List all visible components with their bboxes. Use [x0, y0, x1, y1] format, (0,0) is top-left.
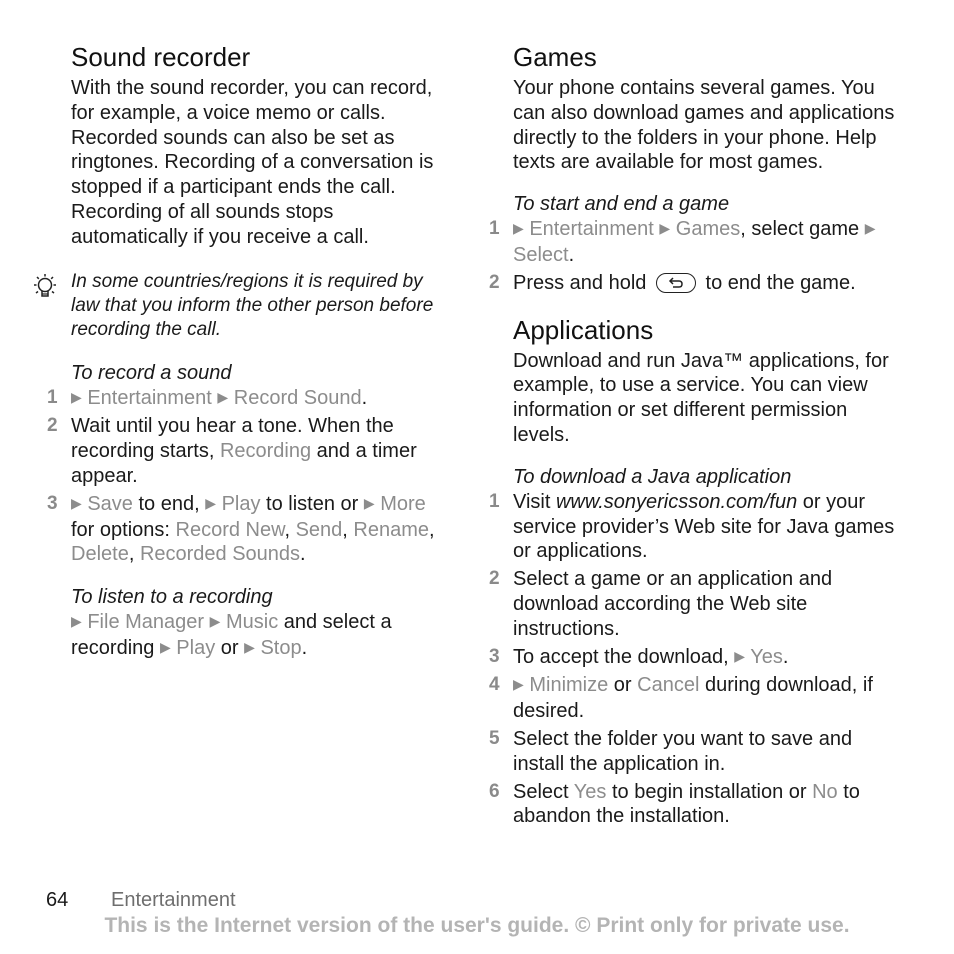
arrow-icon: ▶	[217, 388, 229, 405]
left-column	[47, 40, 451, 662]
java-step-1	[489, 490, 903, 564]
menu-record-new: Record New	[175, 518, 285, 541]
menu-games: Games	[675, 218, 741, 241]
record-sound-subtitle: To record a sound	[71, 361, 232, 384]
tip-text: In some countries/regions it is required by law that you inform the other person before recording the call.	[71, 270, 434, 340]
menu-minimize: Minimize	[529, 674, 609, 697]
menu-cancel: Cancel	[637, 674, 700, 697]
menu-file-manager: File Manager	[87, 611, 205, 634]
step-number: 2	[489, 568, 500, 590]
menu-delete: Delete	[71, 543, 129, 566]
step-text: Select a game or an application and download according the Web site instructions.	[513, 568, 833, 640]
record-steps	[47, 386, 451, 568]
step-text: .	[568, 243, 575, 266]
menu-save: Save	[87, 492, 133, 515]
step-number: 4	[489, 674, 500, 696]
step-number: 2	[47, 415, 58, 437]
menu-stop: Stop	[260, 636, 302, 659]
web-address: www.sonyericsson.com/fun	[555, 490, 798, 513]
step-number: 1	[47, 386, 58, 408]
step-text: , select game	[740, 218, 865, 241]
java-step-6	[489, 780, 903, 830]
step-number: 6	[489, 780, 500, 802]
lightbulb-icon	[31, 272, 59, 302]
arrow-icon: ▶	[864, 220, 876, 237]
step-text: Press and hold	[513, 271, 652, 294]
step-text: to listen or	[260, 492, 364, 515]
arrow-icon: ▶	[71, 388, 82, 405]
start-game-subtitle: To start and end a game	[513, 193, 730, 216]
menu-send: Send	[295, 518, 343, 541]
menu-play: Play	[221, 492, 261, 515]
right-column	[489, 40, 903, 832]
arrow-icon: ▶	[734, 647, 746, 664]
step-text: for options:	[71, 518, 176, 541]
java-step-5	[489, 727, 903, 777]
record-step-2	[47, 414, 451, 488]
footer-section: Entertainment	[111, 889, 236, 911]
step-number: 2	[489, 271, 500, 293]
separator: ,	[284, 518, 296, 541]
menu-recording: Recording	[219, 440, 312, 463]
step-text: Visit	[513, 490, 556, 513]
arrow-icon: ▶	[659, 220, 671, 237]
step-text: to end the game.	[699, 271, 856, 294]
back-key-icon	[656, 273, 696, 293]
tip-note	[71, 270, 451, 342]
arrow-icon: ▶	[71, 613, 82, 630]
step-text: .	[301, 636, 308, 659]
menu-entertainment: Entertainment	[529, 218, 654, 241]
separator: ,	[128, 543, 140, 566]
game-step-1	[489, 217, 903, 268]
step-text: to end,	[132, 492, 206, 515]
record-step-3	[47, 492, 451, 567]
arrow-icon: ▶	[205, 494, 216, 511]
step-text: .	[300, 543, 306, 566]
java-step-3	[489, 645, 903, 671]
step-text: or	[608, 674, 638, 697]
menu-play: Play	[176, 636, 216, 659]
applications-heading: Applications	[513, 314, 654, 345]
record-step-1	[47, 386, 451, 412]
menu-recorded-sounds: Recorded Sounds	[139, 543, 301, 566]
step-text: and a timer appear.	[71, 440, 417, 487]
step-text: to abandon the installation.	[513, 780, 860, 828]
step-number: 5	[489, 727, 500, 749]
separator: ,	[429, 518, 435, 541]
arrow-icon: ▶	[209, 613, 221, 630]
arrow-icon: ▶	[363, 494, 375, 511]
step-number: 3	[489, 645, 500, 667]
download-java-subtitle: To download a Java application	[513, 465, 792, 488]
menu-more: More	[380, 492, 426, 515]
step-text: .	[361, 386, 368, 409]
java-step-2	[489, 567, 903, 641]
step-text: Select the folder you want to save and install the application in.	[513, 727, 853, 775]
separator: ,	[342, 518, 354, 541]
listen-recording-subtitle: To listen to a recording	[71, 586, 273, 609]
arrow-icon: ▶	[71, 494, 82, 511]
internet-version-notice: This is the Internet version of the user's guide. © Print only for private use.	[104, 914, 850, 937]
step-number: 1	[489, 490, 500, 512]
arrow-icon: ▶	[513, 676, 524, 693]
step-text: to begin installation or	[606, 780, 813, 803]
step-text: during download, if desired.	[513, 674, 873, 723]
step-number: 1	[489, 218, 500, 240]
page-number: 64	[46, 889, 69, 911]
sound-recorder-heading: Sound recorder	[71, 42, 251, 72]
menu-yes: Yes	[573, 780, 607, 803]
game-step-2	[489, 271, 903, 296]
menu-record-sound: Record Sound	[233, 386, 362, 409]
game-steps	[489, 217, 903, 295]
menu-entertainment: Entertainment	[87, 386, 212, 409]
step-text: or your service provider’s Web site for Java games or applications.	[513, 490, 895, 563]
menu-yes: Yes	[750, 645, 783, 668]
arrow-icon: ▶	[159, 638, 171, 655]
listen-recording-text	[71, 610, 451, 662]
java-steps	[489, 490, 903, 829]
arrow-icon: ▶	[513, 220, 524, 237]
games-intro: Your phone contains several games. You can also download games and applications directly to the folders in your phone. Help texts are available for most games.	[513, 77, 895, 174]
step-text: or	[215, 636, 245, 659]
menu-select: Select	[513, 243, 569, 266]
menu-no: No	[812, 780, 838, 803]
applications-intro: Download and run Java™ applications, for example, to use a service. You can view information or set different permission levels.	[513, 349, 889, 446]
java-step-4	[489, 673, 903, 724]
games-heading: Games	[513, 42, 597, 72]
step-number: 3	[47, 492, 58, 514]
step-text: Wait until you hear a tone. When the recording starts,	[71, 415, 394, 463]
sound-recorder-intro: With the sound recorder, you can record, for example, a voice memo or calls. Recorded sounds can also be set as ringtones. Recording of a conversation is stopped if a participant ends the call. Recording of all sounds stops automatically if you receive a call.	[71, 77, 434, 248]
step-text: and select a recording	[71, 611, 392, 659]
step-text: Select	[513, 780, 574, 803]
step-text: To accept the download,	[513, 645, 735, 668]
arrow-icon: ▶	[244, 638, 255, 655]
step-text: .	[782, 645, 789, 668]
menu-music: Music	[225, 611, 279, 634]
menu-rename: Rename	[353, 518, 430, 541]
